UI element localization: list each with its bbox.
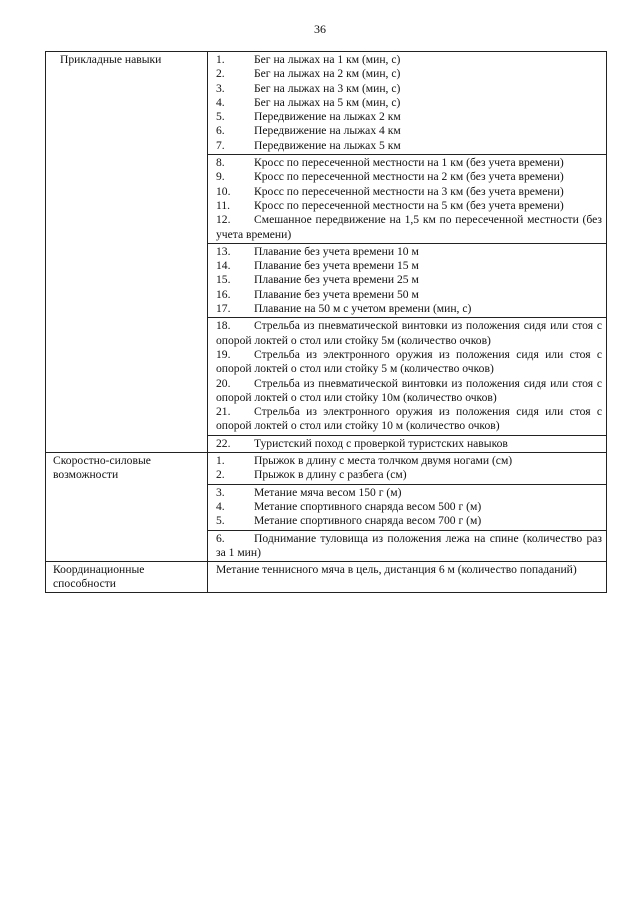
list-item: 5. Передвижение на лыжах 2 км [216,110,401,124]
test-group [208,530,607,562]
test-group [208,435,607,452]
test-group [208,52,607,155]
list-item: 4. Метание спортивного снаряда весом 500 г (м) [216,499,482,513]
list-item: 5. Метание спортивного снаряда весом 700 г (м) [216,514,482,528]
category-cell: Координационные способности [46,562,208,593]
list-item: 12. Смешанное передвижение на 1,5 км по пересеченной местности (без учета времени) [216,213,602,241]
category-cell: Прикладные навыки [46,52,208,453]
list-item: 17. Плавание на 50 м с учетом времени (мин, с) [216,302,472,316]
list-item: 21. Стрельба из электронного оружия из положения сидя или стоя с опорой локтей о стол или стойку 10 м (количество очков) [216,405,602,433]
list-item: 14. Плавание без учета времени 15 м [216,259,419,273]
list-item: 13. Плавание без учета времени 10 м [216,244,419,258]
test-group [208,243,607,317]
list-item: 18. Стрельба из пневматической винтовки из положения сидя или стоя с опорой локтей о стол или стойку 5м (количество очков) [216,319,602,347]
list-item: 6. Передвижение на лыжах 4 км [216,124,401,138]
list-item: 2. Прыжок в длину с разбега (см) [216,468,407,482]
table-row [46,52,607,155]
table-row [46,562,607,593]
list-item: 22. Туристский поход с проверкой туристских навыков [216,436,508,450]
list-item: 2. Бег на лыжах на 2 км (мин, с) [216,67,401,81]
list-item: 16. Плавание без учета времени 50 м [216,287,419,301]
list-item: 1. Бег на лыжах на 1 км (мин, с) [216,53,401,66]
test-group [208,484,607,530]
test-group [208,562,607,593]
list-item: 15. Плавание без учета времени 25 м [216,273,419,287]
list-item: 8. Кросс по пересеченной местности на 1 км (без учета времени) [216,156,564,170]
list-item: 3. Метание мяча весом 150 г (м) [216,485,402,499]
list-item: 11. Кросс по пересеченной местности на 5 км (без учета времени) [216,198,564,212]
list-item: Метание теннисного мяча в цель, дистанция 6 м (количество попаданий) [216,563,577,577]
list-item: 7. Передвижение на лыжах 5 км [216,138,401,152]
list-item: 1. Прыжок в длину с места толчком двумя ногами (см) [216,454,513,468]
category-cell: Скоростно-силовые возможности [46,453,208,562]
list-item: 19. Стрельба из электронного оружия из положения сидя или стоя с опорой локтей о стол или стойку 5 м (количество очков) [216,347,602,376]
list-item: 6. Поднимание туловища из положения лежа на спине (количество раз за 1 мин) [216,531,602,559]
table-row [46,453,607,485]
list-item: 9. Кросс по пересеченной местности на 2 км (без учета времени) [216,170,564,184]
skills-table [45,51,607,593]
list-item: 3. Бег на лыжах на 3 км (мин, с) [216,81,401,95]
page-number: 36 [314,22,326,36]
list-item: 4. Бег на лыжах на 5 км (мин, с) [216,95,401,109]
list-item: 10. Кросс по пересеченной местности на 3 км (без учета времени) [216,184,564,198]
list-item: 20. Стрельба из пневматической винтовки из положения сидя или стоя с опорой локтей о стол или стойку 10м (количество очков) [216,376,602,404]
test-group [208,155,607,244]
test-group [208,453,607,485]
test-group [208,318,607,435]
